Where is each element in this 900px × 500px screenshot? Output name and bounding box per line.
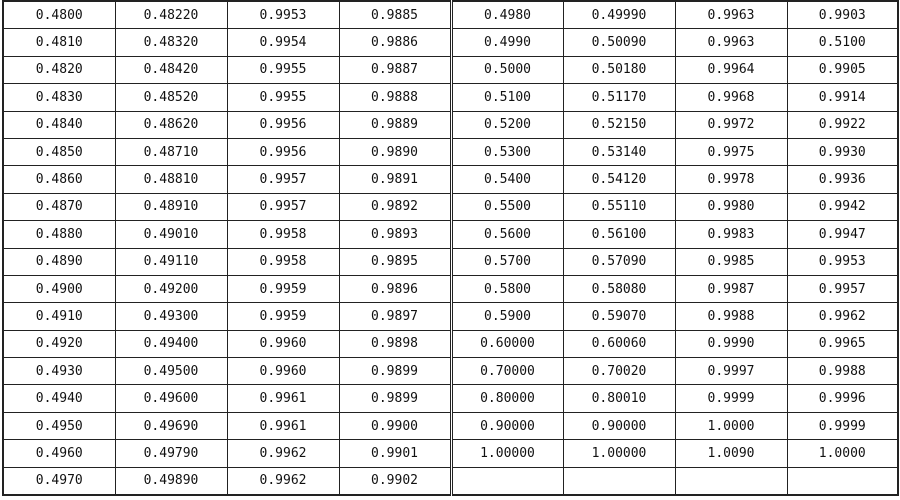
table-cell: 0.4990 [451, 29, 563, 56]
table-cell: 0.57090 [563, 248, 675, 275]
table-cell: 0.9962 [787, 303, 898, 330]
table-cell: 0.4890 [3, 248, 115, 275]
table-cell: 0.9954 [227, 29, 339, 56]
table-cell: 0.9958 [227, 248, 339, 275]
table-row [3, 1, 898, 29]
table-cell: 0.49990 [563, 1, 675, 29]
table-cell: 0.9959 [227, 303, 339, 330]
table-cell: 0.9968 [675, 84, 787, 111]
table-cell: 0.9902 [339, 467, 451, 495]
table-cell: 0.9988 [675, 303, 787, 330]
table-row [3, 166, 898, 193]
table-cell: 0.48520 [115, 84, 227, 111]
table-cell: 0.9955 [227, 84, 339, 111]
table-cell: 0.9997 [675, 358, 787, 385]
table-cell: 1.00000 [451, 440, 563, 467]
table-cell: 0.4880 [3, 221, 115, 248]
table-cell: 0.9961 [227, 385, 339, 412]
table-cell: 0.50180 [563, 56, 675, 83]
table-cell: 1.0000 [675, 412, 787, 439]
table-cell: 0.80010 [563, 385, 675, 412]
table-cell: 0.49300 [115, 303, 227, 330]
table-cell: 0.9980 [675, 193, 787, 220]
table-cell: 0.48910 [115, 193, 227, 220]
table-cell: 0.9999 [787, 412, 898, 439]
table-cell: 0.49110 [115, 248, 227, 275]
table-cell: 0.4960 [3, 440, 115, 467]
table-cell [451, 467, 563, 495]
table-cell [675, 467, 787, 495]
table-cell: 0.49690 [115, 412, 227, 439]
table-cell: 0.5100 [451, 84, 563, 111]
table-cell: 0.9886 [339, 29, 451, 56]
table-cell: 0.49600 [115, 385, 227, 412]
table-cell: 0.58080 [563, 275, 675, 302]
table-cell: 0.5100 [787, 29, 898, 56]
table-body [3, 1, 898, 495]
table-cell: 0.5500 [451, 193, 563, 220]
table-cell: 0.9985 [675, 248, 787, 275]
table-cell: 0.5600 [451, 221, 563, 248]
table-cell: 0.4820 [3, 56, 115, 83]
table-cell: 0.9965 [787, 330, 898, 357]
table-cell: 0.5200 [451, 111, 563, 138]
table-row [3, 221, 898, 248]
table-row [3, 248, 898, 275]
table-cell: 0.9960 [227, 358, 339, 385]
table-cell: 0.4970 [3, 467, 115, 495]
table-cell: 0.9914 [787, 84, 898, 111]
table-cell: 0.51170 [563, 84, 675, 111]
table-cell: 0.9988 [787, 358, 898, 385]
table-cell: 0.49400 [115, 330, 227, 357]
table-cell: 0.9956 [227, 138, 339, 165]
table-row [3, 56, 898, 83]
table-cell: 0.90000 [451, 412, 563, 439]
table-cell: 0.48810 [115, 166, 227, 193]
table-cell: 0.9889 [339, 111, 451, 138]
table-cell: 0.55110 [563, 193, 675, 220]
table-cell: 0.9893 [339, 221, 451, 248]
table-cell: 0.4850 [3, 138, 115, 165]
table-cell: 0.9962 [227, 440, 339, 467]
table-cell: 0.9930 [787, 138, 898, 165]
table-cell: 0.5300 [451, 138, 563, 165]
table-cell [563, 467, 675, 495]
table-row [3, 412, 898, 439]
table-cell: 0.5400 [451, 166, 563, 193]
table-cell: 0.9972 [675, 111, 787, 138]
table-cell: 0.48710 [115, 138, 227, 165]
table-cell: 0.9960 [227, 330, 339, 357]
table-cell: 1.0000 [787, 440, 898, 467]
table-cell: 0.9903 [787, 1, 898, 29]
table-cell: 0.9901 [339, 440, 451, 467]
table-cell: 0.4940 [3, 385, 115, 412]
table-cell: 0.4930 [3, 358, 115, 385]
table-row [3, 467, 898, 495]
table-cell: 0.9957 [787, 275, 898, 302]
table-cell: 0.4950 [3, 412, 115, 439]
table-cell: 0.4910 [3, 303, 115, 330]
table-cell: 0.9957 [227, 193, 339, 220]
table-cell: 0.49890 [115, 467, 227, 495]
table-cell: 0.9958 [227, 221, 339, 248]
table-cell: 0.9942 [787, 193, 898, 220]
table-cell: 0.4900 [3, 275, 115, 302]
table-cell: 1.0090 [675, 440, 787, 467]
table-cell: 0.9955 [227, 56, 339, 83]
table-cell: 0.70000 [451, 358, 563, 385]
table-cell: 0.9905 [787, 56, 898, 83]
table-cell: 0.9953 [227, 1, 339, 29]
table-cell: 0.9987 [675, 275, 787, 302]
table-row [3, 275, 898, 302]
table-row [3, 330, 898, 357]
table-cell: 0.9936 [787, 166, 898, 193]
table-cell: 0.4800 [3, 1, 115, 29]
table-cell: 0.56100 [563, 221, 675, 248]
table-cell: 0.48420 [115, 56, 227, 83]
data-table [2, 0, 899, 496]
table-cell: 0.60060 [563, 330, 675, 357]
table-cell: 0.9983 [675, 221, 787, 248]
table-cell: 0.54120 [563, 166, 675, 193]
table-cell: 0.9956 [227, 111, 339, 138]
table-cell: 0.9887 [339, 56, 451, 83]
table-cell: 0.9892 [339, 193, 451, 220]
table-cell: 0.9975 [675, 138, 787, 165]
table-cell: 1.00000 [563, 440, 675, 467]
table-cell: 0.9964 [675, 56, 787, 83]
table-cell: 0.9890 [339, 138, 451, 165]
table-cell: 0.9891 [339, 166, 451, 193]
table-cell: 0.59070 [563, 303, 675, 330]
table-cell: 0.4840 [3, 111, 115, 138]
table-cell: 0.5000 [451, 56, 563, 83]
table-cell: 0.9899 [339, 385, 451, 412]
table-cell: 0.49500 [115, 358, 227, 385]
table-cell: 0.9963 [675, 1, 787, 29]
table-row [3, 111, 898, 138]
table-cell: 0.90000 [563, 412, 675, 439]
table-cell: 0.49790 [115, 440, 227, 467]
table-cell: 0.9888 [339, 84, 451, 111]
table-cell: 0.9962 [227, 467, 339, 495]
table-cell: 0.9978 [675, 166, 787, 193]
table-cell: 0.5900 [451, 303, 563, 330]
table-row [3, 29, 898, 56]
table-cell: 0.9922 [787, 111, 898, 138]
table-cell: 0.4860 [3, 166, 115, 193]
table-cell: 0.9990 [675, 330, 787, 357]
table-cell: 0.9897 [339, 303, 451, 330]
table-cell: 0.52150 [563, 111, 675, 138]
table-cell: 0.5700 [451, 248, 563, 275]
table-cell: 0.9957 [227, 166, 339, 193]
table-cell: 0.9885 [339, 1, 451, 29]
table-cell: 0.80000 [451, 385, 563, 412]
table-cell: 0.4870 [3, 193, 115, 220]
table-cell: 0.9959 [227, 275, 339, 302]
table-cell: 0.48220 [115, 1, 227, 29]
table-cell: 0.5800 [451, 275, 563, 302]
table-cell: 0.9900 [339, 412, 451, 439]
table-cell: 0.9953 [787, 248, 898, 275]
table-cell: 0.60000 [451, 330, 563, 357]
table-cell: 0.9947 [787, 221, 898, 248]
table-row [3, 84, 898, 111]
table-row [3, 193, 898, 220]
table-cell: 0.9996 [787, 385, 898, 412]
table-cell: 0.48620 [115, 111, 227, 138]
table-cell: 0.4920 [3, 330, 115, 357]
table-cell: 0.49200 [115, 275, 227, 302]
table-row [3, 303, 898, 330]
table-cell: 0.70020 [563, 358, 675, 385]
table-cell: 0.9963 [675, 29, 787, 56]
table-cell: 0.4980 [451, 1, 563, 29]
table-cell: 0.4810 [3, 29, 115, 56]
table-cell: 0.9896 [339, 275, 451, 302]
table-row [3, 358, 898, 385]
table-row [3, 138, 898, 165]
table-cell: 0.48320 [115, 29, 227, 56]
table-row [3, 385, 898, 412]
table-cell: 0.53140 [563, 138, 675, 165]
table-cell: 0.9895 [339, 248, 451, 275]
table-row [3, 440, 898, 467]
table-cell [787, 467, 898, 495]
table-cell: 0.50090 [563, 29, 675, 56]
table-cell: 0.9898 [339, 330, 451, 357]
table-cell: 0.9999 [675, 385, 787, 412]
table-cell: 0.4830 [3, 84, 115, 111]
table-cell: 0.9961 [227, 412, 339, 439]
table-cell: 0.49010 [115, 221, 227, 248]
table-cell: 0.9899 [339, 358, 451, 385]
